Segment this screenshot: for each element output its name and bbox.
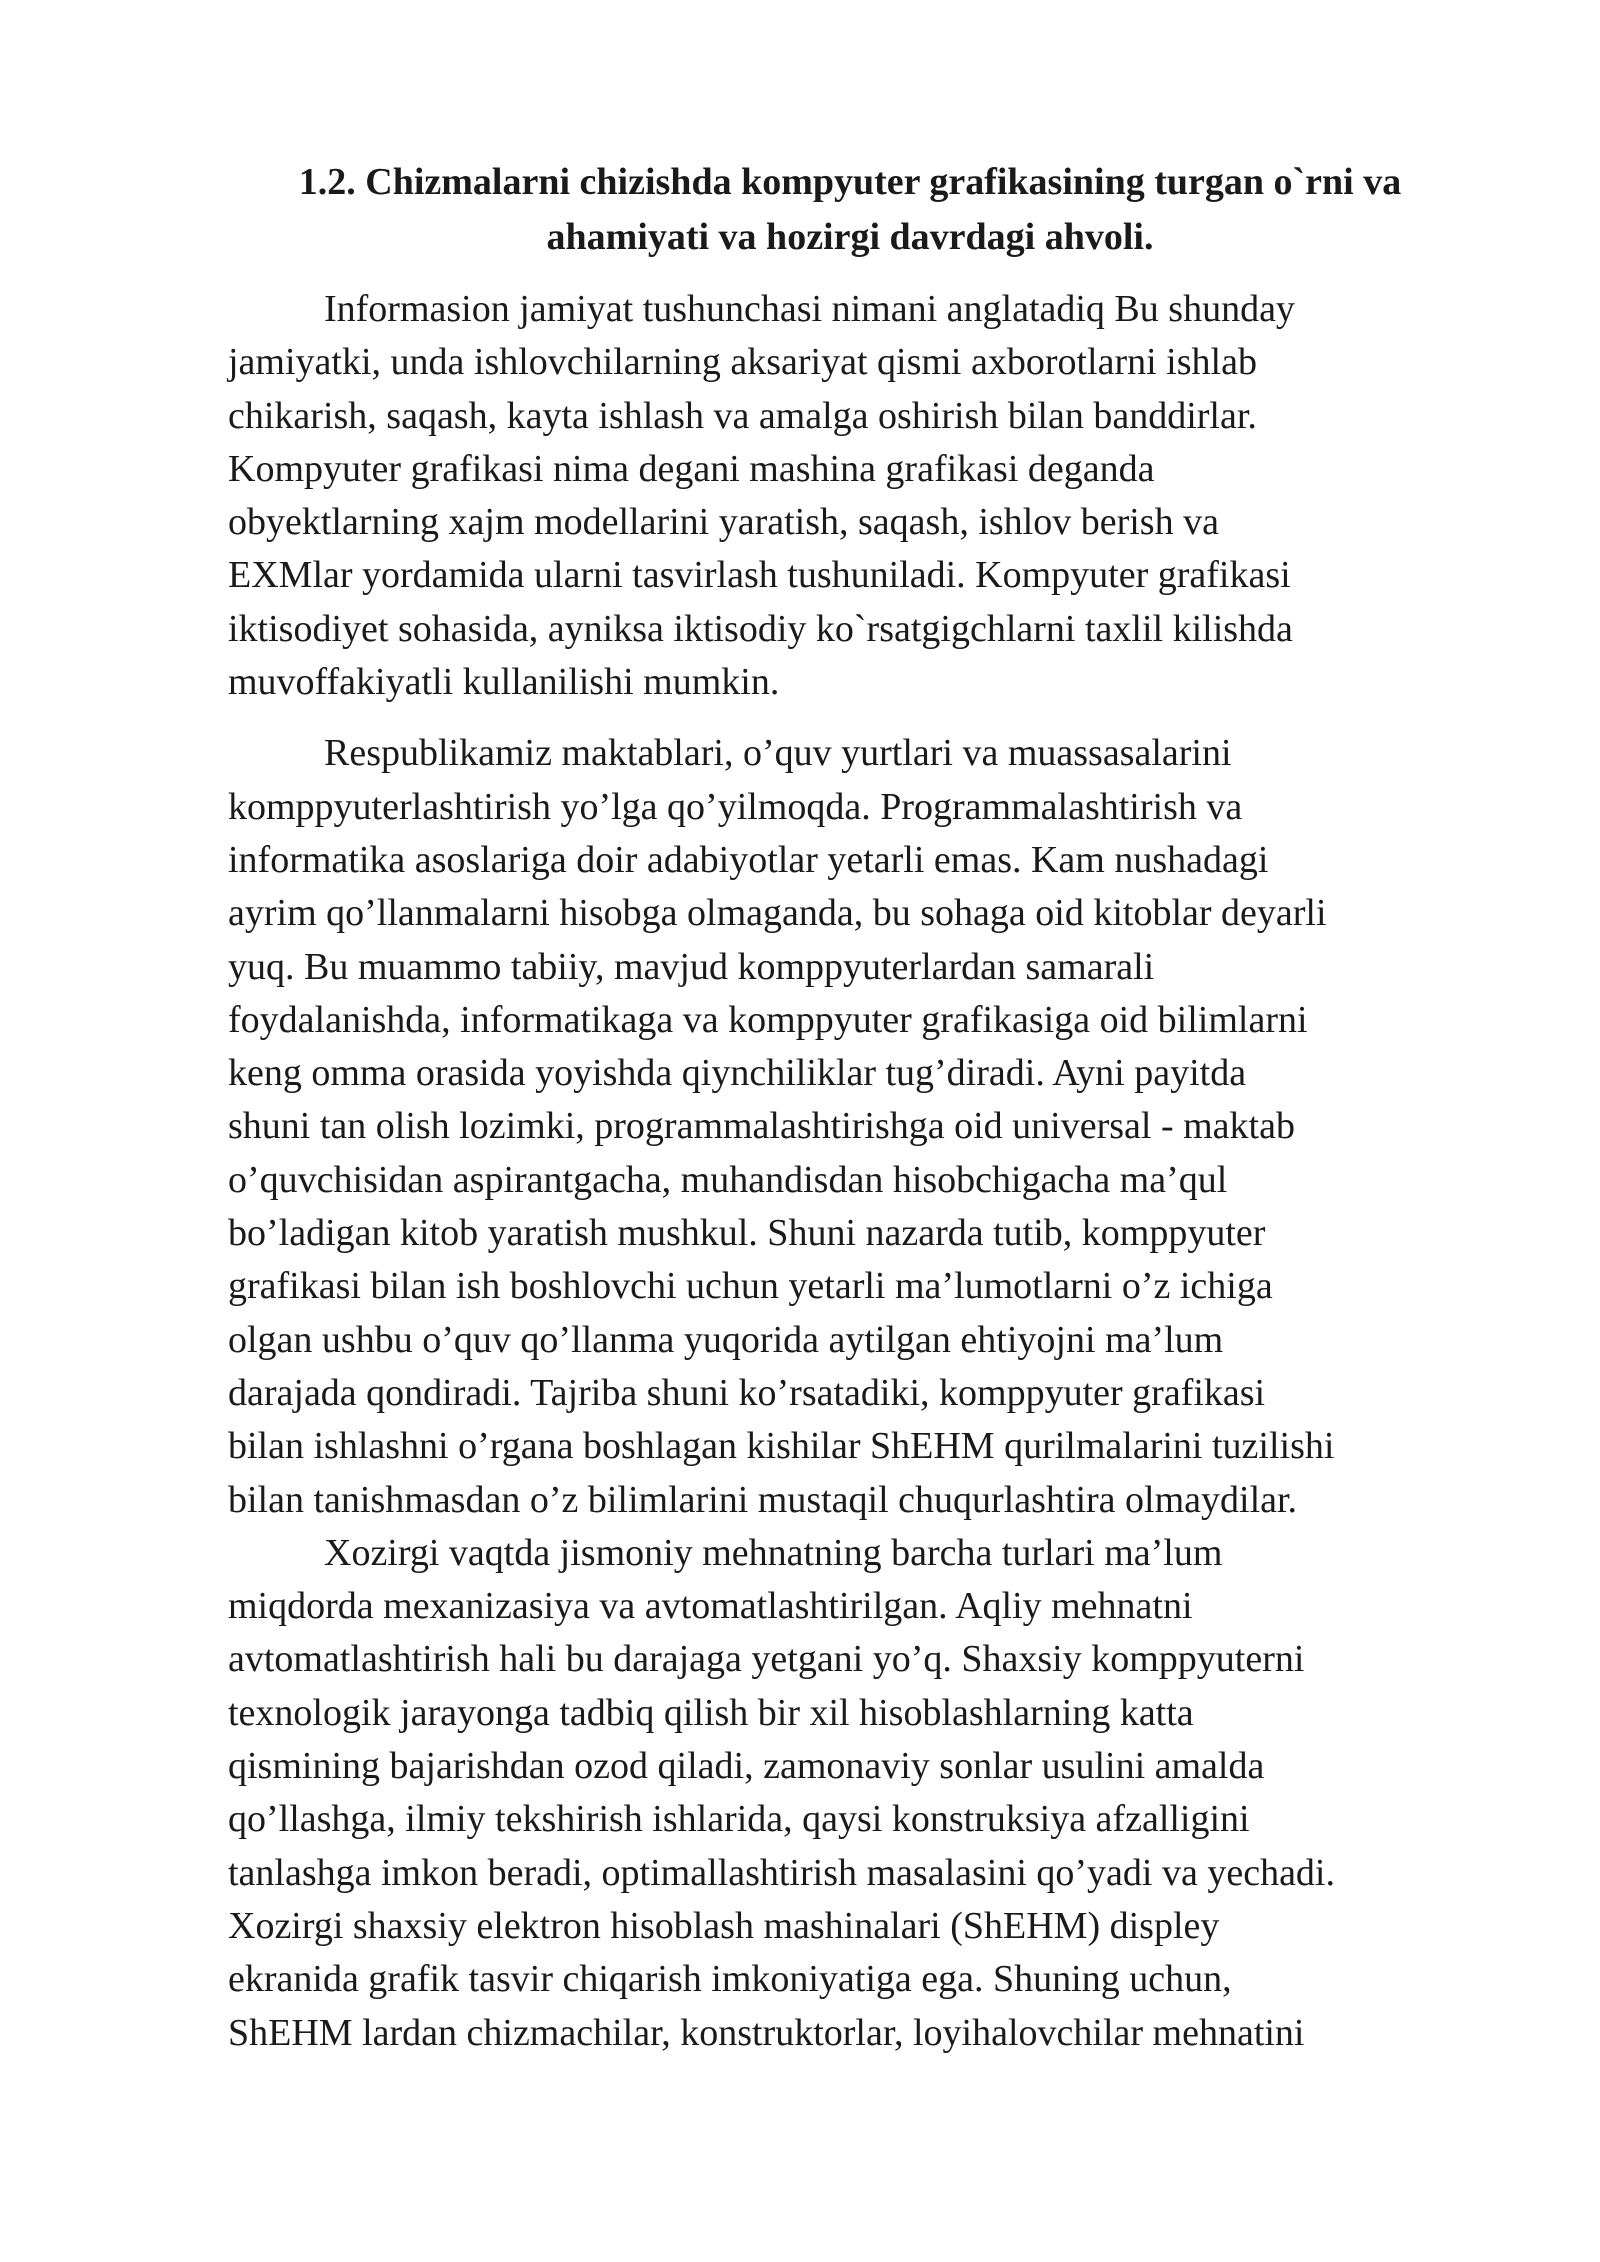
text-line: darajada qondiradi. Tajriba shuni ko’rsatadiki, komppyuter grafikasi: [228, 1371, 1266, 1414]
text-line: miqdorda mexanizasiya va avtomatlashtirilgan. Aqliy mehnatni: [228, 1585, 1193, 1628]
text-line: EXMlar yordamida ularni tasvirlash tushuniladi. Kompyuter grafikasi: [228, 554, 1291, 597]
text-line: bilan tanishmasdan o’z bilimlarini mustaqil chuqurlashtira olmaydilar.: [228, 1478, 1298, 1521]
text-line: bilan ishlashni o’rgana boshlagan kishilar ShEHM qurilmalarini tuzilishi: [228, 1425, 1335, 1468]
text-line: foydalanishda, informatikaga va komppyuter grafikasiga oid bilimlarni: [228, 998, 1308, 1041]
section-heading: [200, 155, 1500, 265]
text-line: ekranida grafik tasvir chiqarish imkoniyatiga ega. Shuning uchun,: [228, 1958, 1232, 2001]
text-line: o’quvchisidan aspirantgacha, muhandisdan hisobchigacha ma’qul: [228, 1158, 1228, 1201]
heading-line-1: 1.2. Chizmalarni chizishda kompyuter grafikasining turgan o`rni va: [298, 161, 1402, 203]
text-line: yuq. Bu muammo tabiiy, mavjud komppyuterlardan samarali: [228, 945, 1155, 988]
text-line: Kompyuter grafikasi nima degani mashina grafikasi deganda: [228, 447, 1155, 490]
paragraph-1: [228, 283, 1490, 709]
body-text: [228, 283, 1490, 2060]
text-line: bo’ladigan kitob yaratish mushkul. Shuni nazarda tutib, komppyuter: [228, 1212, 1266, 1255]
text-line: Informasion jamiyat tushunchasi nimani anglatadiq Bu shunday: [324, 288, 1295, 330]
text-line: texnologik jarayonga tadbiq qilish bir xil hisoblashlarning katta: [228, 1691, 1194, 1734]
text-line: Respublikamiz maktablari, o’quv yurtlari va muassasalarini: [324, 732, 1232, 775]
text-line: chikarish, saqash, kayta ishlash va amalga oshirish bilan banddirlar.: [228, 394, 1257, 437]
heading-line-2: ahamiyati va hozirgi davrdagi ahvoli.: [546, 216, 1154, 258]
text-line: grafikasi bilan ish boshlovchi uchun yetarli ma’lumotlarni o’z ichiga: [228, 1265, 1273, 1308]
paragraph-2: [228, 727, 1490, 1526]
text-line: ShEHM lardan chizmachilar, konstruktorlar, loyihalovchilar mehnatini: [228, 2011, 1305, 2054]
text-line: muvoffakiyatli kullanilishi mumkin.: [228, 661, 780, 704]
text-line: jamiyatki, unda ishlovchilarning aksariyat qismi axborotlarni ishlab: [228, 341, 1257, 384]
text-line: tanlashga imkon beradi, optimallashtirish masalasini qo’yadi va yechadi.: [228, 1851, 1335, 1894]
text-line: avtomatlashtirish hali bu darajaga yetgani yo’q. Shaxsiy komppyuterni: [228, 1638, 1305, 1681]
text-line: keng omma orasida yoyishda qiynchiliklar tug’diradi. Ayni payitda: [228, 1052, 1247, 1095]
text-line: ayrim qo’llanmalarni hisobga olmaganda, bu sohaga oid kitoblar deyarli: [228, 892, 1327, 935]
text-line: Xozirgi vaqtda jismoniy mehnatning barcha turlari ma’lum: [324, 1531, 1223, 1574]
text-line: Xozirgi shaxsiy elektron hisoblash mashinalari (ShEHM) displey: [228, 1904, 1220, 1947]
text-line: olgan ushbu o’quv qo’llanma yuqorida aytilgan ehtiyojni ma’lum: [228, 1318, 1224, 1361]
paragraph-3: [228, 1527, 1490, 2060]
text-line: shuni tan olish lozimki, programmalashtirishga oid universal - maktab: [228, 1105, 1295, 1148]
text-line: qo’llashga, ilmiy tekshirish ishlarida, qaysi konstruksiya afzalligini: [228, 1798, 1250, 1841]
text-line: iktisodiyet sohasida, ayniksa iktisodiy ko`rsatgigchlarni taxlil kilishda: [228, 607, 1293, 650]
text-line: qismining bajarishdan ozod qiladi, zamonaviy sonlar usulini amalda: [228, 1745, 1265, 1788]
text-line: informatika asoslariga doir adabiyotlar yetarli emas. Kam nushadagi: [228, 838, 1269, 881]
text-line: komppyuterlashtirish yo’lga qo’yilmoqda. Programmalashtirish va: [228, 785, 1243, 828]
text-line: obyektlarning xajm modellarini yaratish, saqash, ishlov berish va: [228, 501, 1219, 544]
